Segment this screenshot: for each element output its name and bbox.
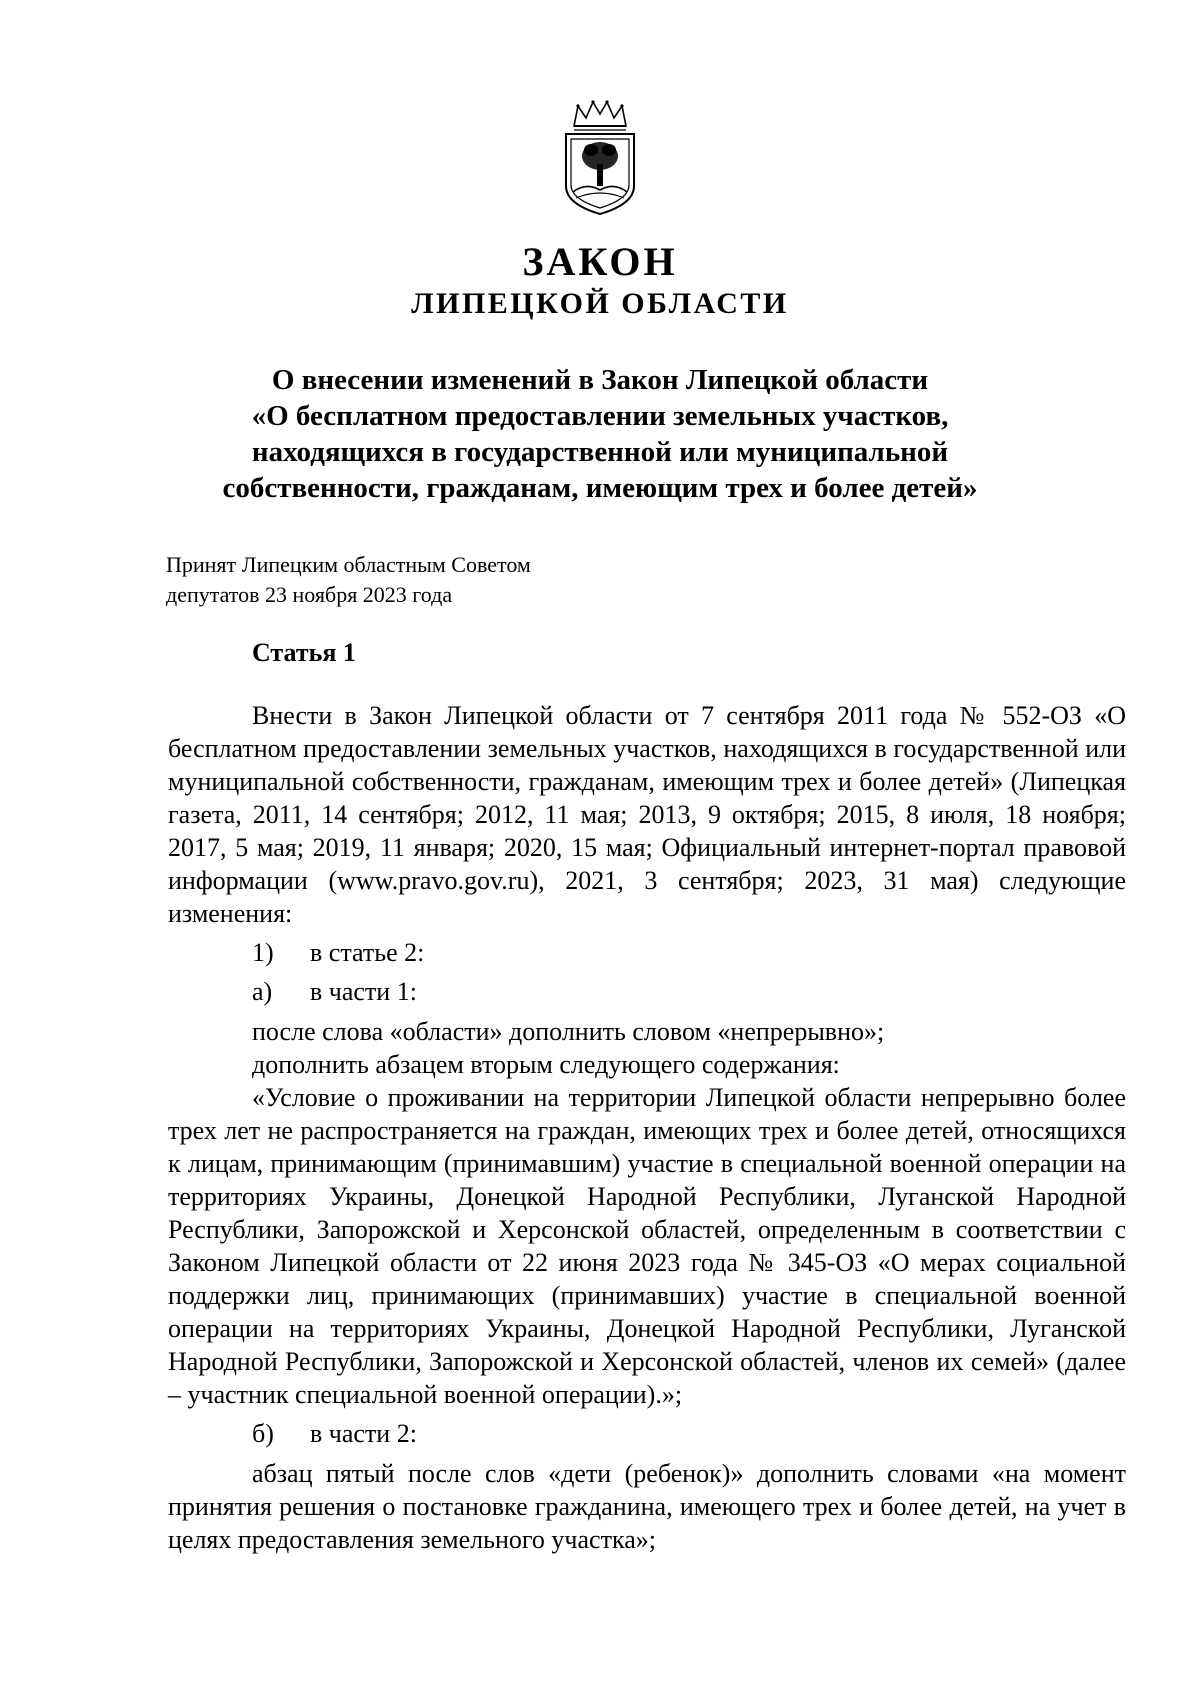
law-title-line: находящихся в государственной или муниципальной — [251, 436, 949, 468]
list-marker: б) — [252, 1419, 274, 1448]
law-title-line: «О бесплатном предоставлении земельных участков, — [251, 400, 949, 432]
list-text: в части 1: — [310, 977, 417, 1006]
document-subtitle: ЛИПЕЦКОЙ ОБЛАСТИ — [411, 287, 789, 320]
article-body — [168, 699, 1126, 1556]
paragraph-five-amendment: абзац пятый после слов «дети (ребенок)» дополнить словами «на момент принятия решения о постановке гражданина, имеющего трех и более детей, на учет в целях предоставления земельного участка»; — [168, 1459, 1126, 1554]
document-title: ЗАКОН — [522, 239, 678, 284]
list-item — [168, 975, 1126, 1008]
list-marker: а) — [252, 977, 273, 1006]
adoption-line: Принят Липецким областным Советом — [166, 552, 531, 577]
list-item — [168, 1417, 1126, 1450]
law-title — [170, 362, 1030, 506]
article-heading: Статья 1 — [252, 638, 356, 667]
amendment-line: после слова «области» дополнить словом «непрерывно»; — [252, 1017, 885, 1046]
adoption-line: депутатов 23 ноября 2023 года — [166, 582, 453, 607]
amendment-line: дополнить абзацем вторым следующего содержания: — [252, 1050, 840, 1079]
list-item — [168, 936, 1126, 969]
list-marker: 1) — [252, 938, 274, 967]
quoted-paragraph: «Условие о проживании на территории Липецкой области непрерывно более трех лет не распространяется на граждан, имеющих трех и более детей, относящихся к лицам, принимающим (принимавшим) участие в специальной военной операции на территориях Украины, Донецкой Народной Республики, Луганской Народной Республики, Запорожской и Херсонской областей, определенным в соответствии с Законом Липецкой области от 22 июня 2023 года № 345-ОЗ «О мерах социальной поддержки лиц, принимающих (принимавших) участие в специальной военной операции на территориях Украины, Донецкой Народной Республики, Луганской Народной Республики, Запорожской и Херсонской областей, членов их семей» (далее – участник специальной военной операции).»; — [168, 1083, 1126, 1409]
list-text: в части 2: — [310, 1419, 417, 1448]
list-text: в статье 2: — [310, 938, 425, 967]
law-title-line: собственности, гражданам, имеющим трех и более детей» — [222, 472, 978, 504]
adoption-note — [166, 550, 531, 610]
lipetsk-coat-of-arms-icon — [560, 100, 640, 216]
article-intro: Внести в Закон Липецкой области от 7 сентября 2011 года № 552-ОЗ «О бесплатном предоставлении земельных участков, находящихся в государственной или муниципальной собственности, гражданам, имеющим трех и более детей» (Липецкая газета, 2011, 14 сентября; 2012, 11 мая; 2013, 9 октября; 2015, 8 июля, 18 ноября; 2017, 5 мая; 2019, 11 января; 2020, 15 мая; Официальный интернет-портал правовой информации (www.pravo.gov.ru), 2021, 3 сентября; 2023, 31 мая) следующие изменения: — [168, 701, 1126, 928]
law-title-line: О внесении изменений в Закон Липецкой области — [271, 364, 929, 396]
